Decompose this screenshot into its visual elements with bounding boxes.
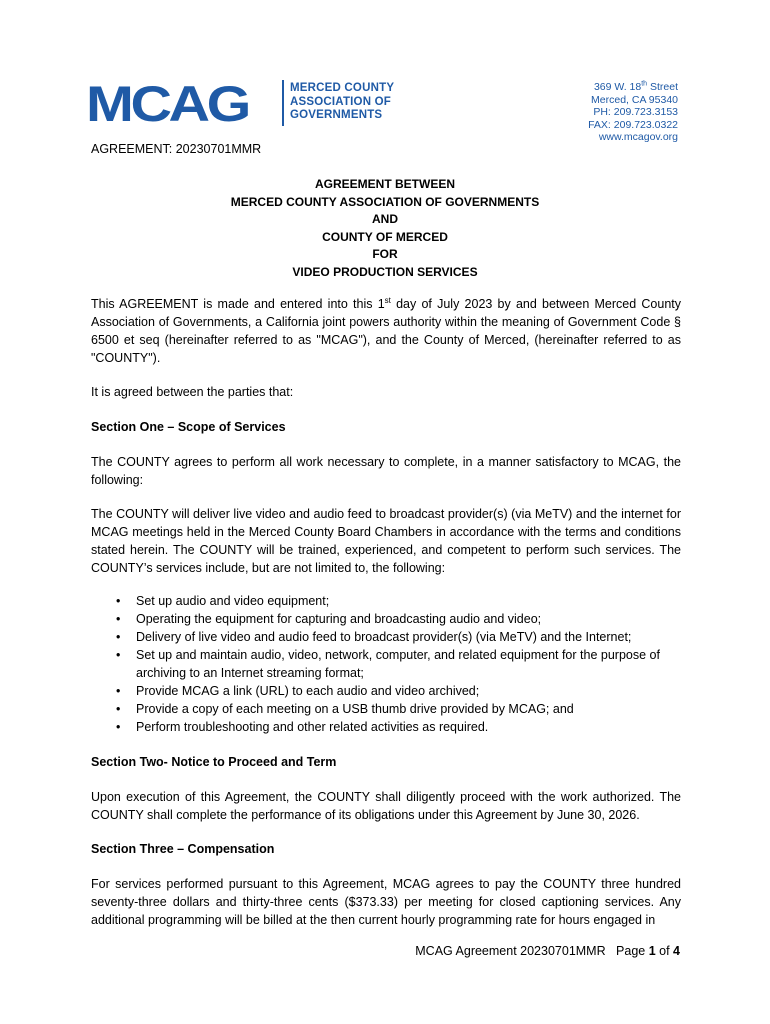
page-footer: MCAG Agreement 20230701MMR Page 1 of 4 xyxy=(415,944,680,958)
section-two-paragraph: Upon execution of this Agreement, the COUNTY shall diligently proceed with the work authorized. The COUNTY shall complete the performance of its obligations under this Agreement by June 30, 2026. xyxy=(91,790,681,822)
address-city: Merced, CA 95340 xyxy=(591,93,678,106)
address-phone: PH: 209.723.3153 xyxy=(593,106,678,119)
list-item: • Set up audio and video equipment; xyxy=(91,592,681,610)
section-two-heading: Section Two- Notice to Proceed and Term xyxy=(91,755,337,769)
address-street: 369 W. 18th Street xyxy=(593,80,678,93)
logo-divider xyxy=(282,80,284,126)
agreed-line: It is agreed between the parties that: xyxy=(91,385,294,399)
address-block xyxy=(588,81,678,144)
page-total: 4 xyxy=(673,944,680,958)
section-three-heading: Section Three – Compensation xyxy=(91,842,275,856)
logo-org-name xyxy=(290,82,394,123)
address-website[interactable]: www.mcagov.org xyxy=(598,131,678,144)
section-three-paragraph: For services performed pursuant to this Agreement, MCAG agrees to pay the COUNTY three hundred seventy-three dollars and thirty-three cents ($373.33) per meeting for closed captioning services. Any additional programming will be billed at the then current hourly programming rate for hours engaged in xyxy=(91,877,681,927)
title-line: COUNTY OF MERCED xyxy=(322,229,448,244)
title-line: VIDEO PRODUCTION SERVICES xyxy=(292,264,478,279)
agreement-number: AGREEMENT: 20230701MMR xyxy=(91,142,262,156)
logo-line: GOVERNMENTS xyxy=(290,109,383,121)
address-fax: FAX: 209.723.0322 xyxy=(588,118,678,131)
list-item: • Perform troubleshooting and other related activities as required. xyxy=(91,718,681,736)
title-line: FOR xyxy=(372,247,398,261)
section-one-paragraph: The COUNTY agrees to perform all work necessary to complete, in a manner satisfactory to MCAG, the following: xyxy=(91,455,681,487)
title-line: AGREEMENT BETWEEN xyxy=(314,177,455,191)
title-line: MERCED COUNTY ASSOCIATION OF GOVERNMENTS xyxy=(230,194,540,209)
list-item: • Operating the equipment for capturing and broadcasting audio and video; xyxy=(91,610,681,628)
page-number: 1 xyxy=(648,944,656,958)
list-item: • Provide MCAG a link (URL) to each audio and video archived; xyxy=(91,682,681,700)
list-item: • Set up and maintain audio, video, network, computer, and related equipment for the purpose of archiving to an Internet streaming format; xyxy=(91,646,681,682)
logo-line: ASSOCIATION OF xyxy=(290,95,391,108)
intro-paragraph: This AGREEMENT is made and entered into this 1st day of July 2023 by and between Merced County Association of Governments, a California joint powers authority within the meaning of Government Code § 6500 et seq (hereinafter referred to as "MCAG"), and the County of Merced, (hereinafter referred to as "COUNTY"). xyxy=(91,295,681,365)
document-title xyxy=(0,176,770,281)
section-one-services-paragraph: The COUNTY will deliver live video and audio feed to broadcast provider(s) (via MeTV) and the internet for MCAG meetings held in the Merced County Board Chambers in accordance with the terms and conditions stated herein. The COUNTY will be trained, experienced, and competent to perform such services. The COUNTY’s services include, but are not limited to, the following: xyxy=(91,507,681,575)
list-item: • Delivery of live video and audio feed to broadcast provider(s) (via MeTV) and the Internet; xyxy=(91,628,681,646)
mcag-logo xyxy=(86,76,395,132)
section-one-heading: Section One – Scope of Services xyxy=(91,420,286,434)
title-line: AND xyxy=(372,212,398,226)
logo-wordmark: MCAG xyxy=(86,76,248,132)
logo-line: MERCED COUNTY xyxy=(290,82,395,94)
list-item: • Provide a copy of each meeting on a USB thumb drive provided by MCAG; and xyxy=(91,700,681,718)
services-list xyxy=(91,592,681,736)
